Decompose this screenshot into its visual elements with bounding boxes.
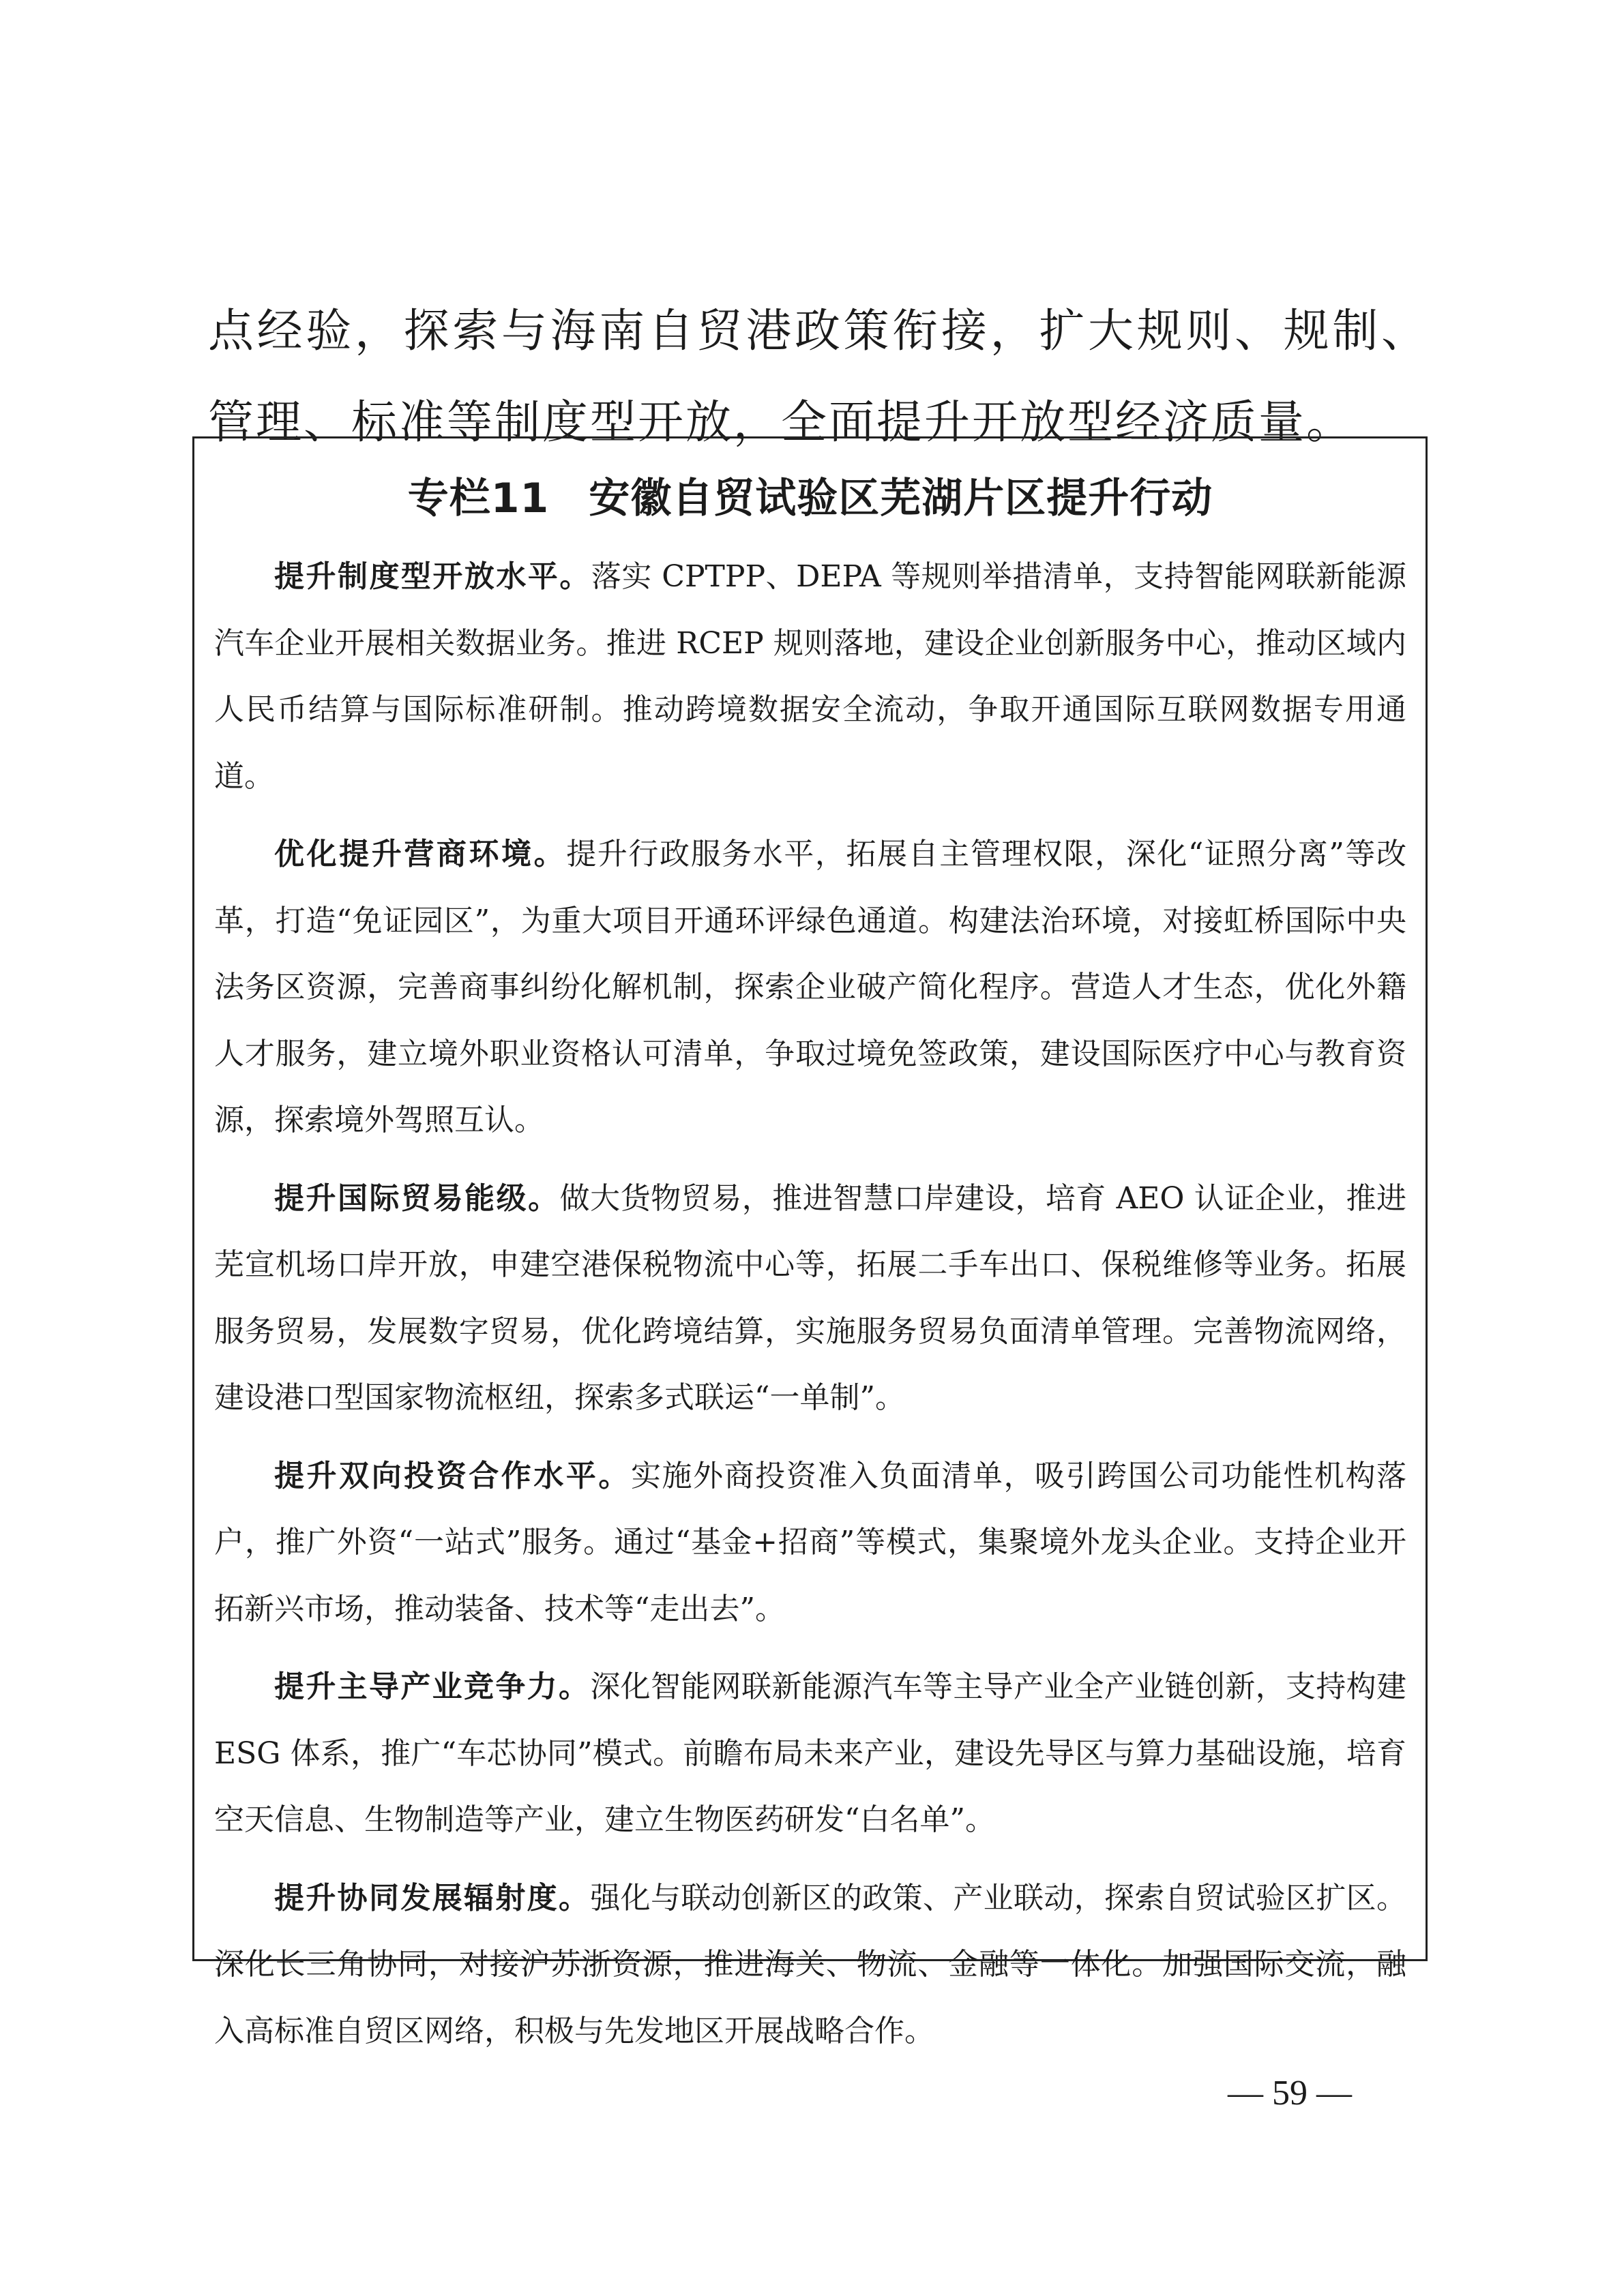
section-business-environment (214, 821, 1406, 1154)
box-number: 专栏11 (407, 475, 550, 522)
section-two-way-investment (214, 1443, 1406, 1643)
section-body: 做大货物贸易，推进智慧口岸建设，培育 AEO 认证企业，推进芜宣机场口岸开放，申建空港保税物流中心等，拓展二手车出口、保税维修等业务。拓展服务贸易，发展数字贸易，优化跨境结算，实施服务贸易负面清单管理。完善物流网络，建设港口型国家物流枢纽，探索多式联运“一单制”。 (214, 1180, 1407, 1415)
section-lead: 提升主导产业竞争力。 (274, 1669, 591, 1704)
section-coordinated-development (214, 1865, 1406, 2065)
section-leading-industry (214, 1654, 1406, 1853)
page-number: — 59 — (1228, 2074, 1352, 2113)
section-lead: 提升双向投资合作水平。 (274, 1458, 631, 1493)
section-body: 提升行政服务水平，拓展自主管理权限，深化“证照分离”等改革，打造“免证园区”，为重大项目开通环评绿色通道。构建法治环境，对接虹桥国际中央法务区资源，完善商事纠纷化解机制，探索企业破产简化程序。营造人才生态，优化外籍人才服务，建立境外职业资格认可清单，争取过境免签政策，建设国际医疗中心与教育资源，探索境外驾照互认。 (214, 837, 1406, 1137)
section-international-trade (214, 1165, 1406, 1431)
box-title-text: 安徽自贸试验区芜湖片区提升行动 (589, 475, 1213, 522)
section-body: 落实 CPTPP、DEPA 等规则举措清单，支持智能网联新能源汽车企业开展相关数据业务。推进 RCEP 规则落地，建设企业创新服务中心，推动区域内人民币结算与国际标准研制。推动跨境数据安全流动，争取开通国际互联网数据专用通道。 (214, 559, 1407, 794)
section-lead: 优化提升营商环境。 (274, 837, 567, 871)
section-lead: 提升国际贸易能级。 (274, 1180, 560, 1216)
section-body: 实施外商投资准入负面清单，吸引跨国公司功能性机构落户，推广外资“一站式”服务。通过“基金+招商”等模式，集聚境外龙头企业。支持企业开拓新兴市场，推动装备、技术等“走出去”。 (214, 1458, 1407, 1626)
special-column-box (192, 436, 1428, 2048)
section-body: 深化智能网联新能源汽车等主导产业全产业链创新，支持构建 ESG 体系，推广“车芯协同”模式。前瞻布局未来产业，建设先导区与算力基础设施，培育空天信息、生物制造等产业，建立生物医药研发“白名单”。 (214, 1669, 1407, 1837)
section-lead: 提升制度型开放水平。 (274, 559, 591, 594)
box-title (214, 471, 1406, 526)
intro-text: 点经验，探索与海南自贸港政策衔接，扩大规则、规制、管理、标准等制度型开放，全面提升开放型经济质量。 (208, 304, 1429, 449)
section-lead: 提升协同发展辐射度。 (274, 1880, 591, 1915)
section-institutional-opening (214, 543, 1406, 809)
section-body: 强化与联动创新区的政策、产业联动，探索自贸试验区扩区。深化长三角协同，对接沪苏浙资源，推进海关、物流、金融等一体化。加强国际交流，融入高标准自贸区网络，积极与先发地区开展战略合作。 (214, 1880, 1407, 2048)
